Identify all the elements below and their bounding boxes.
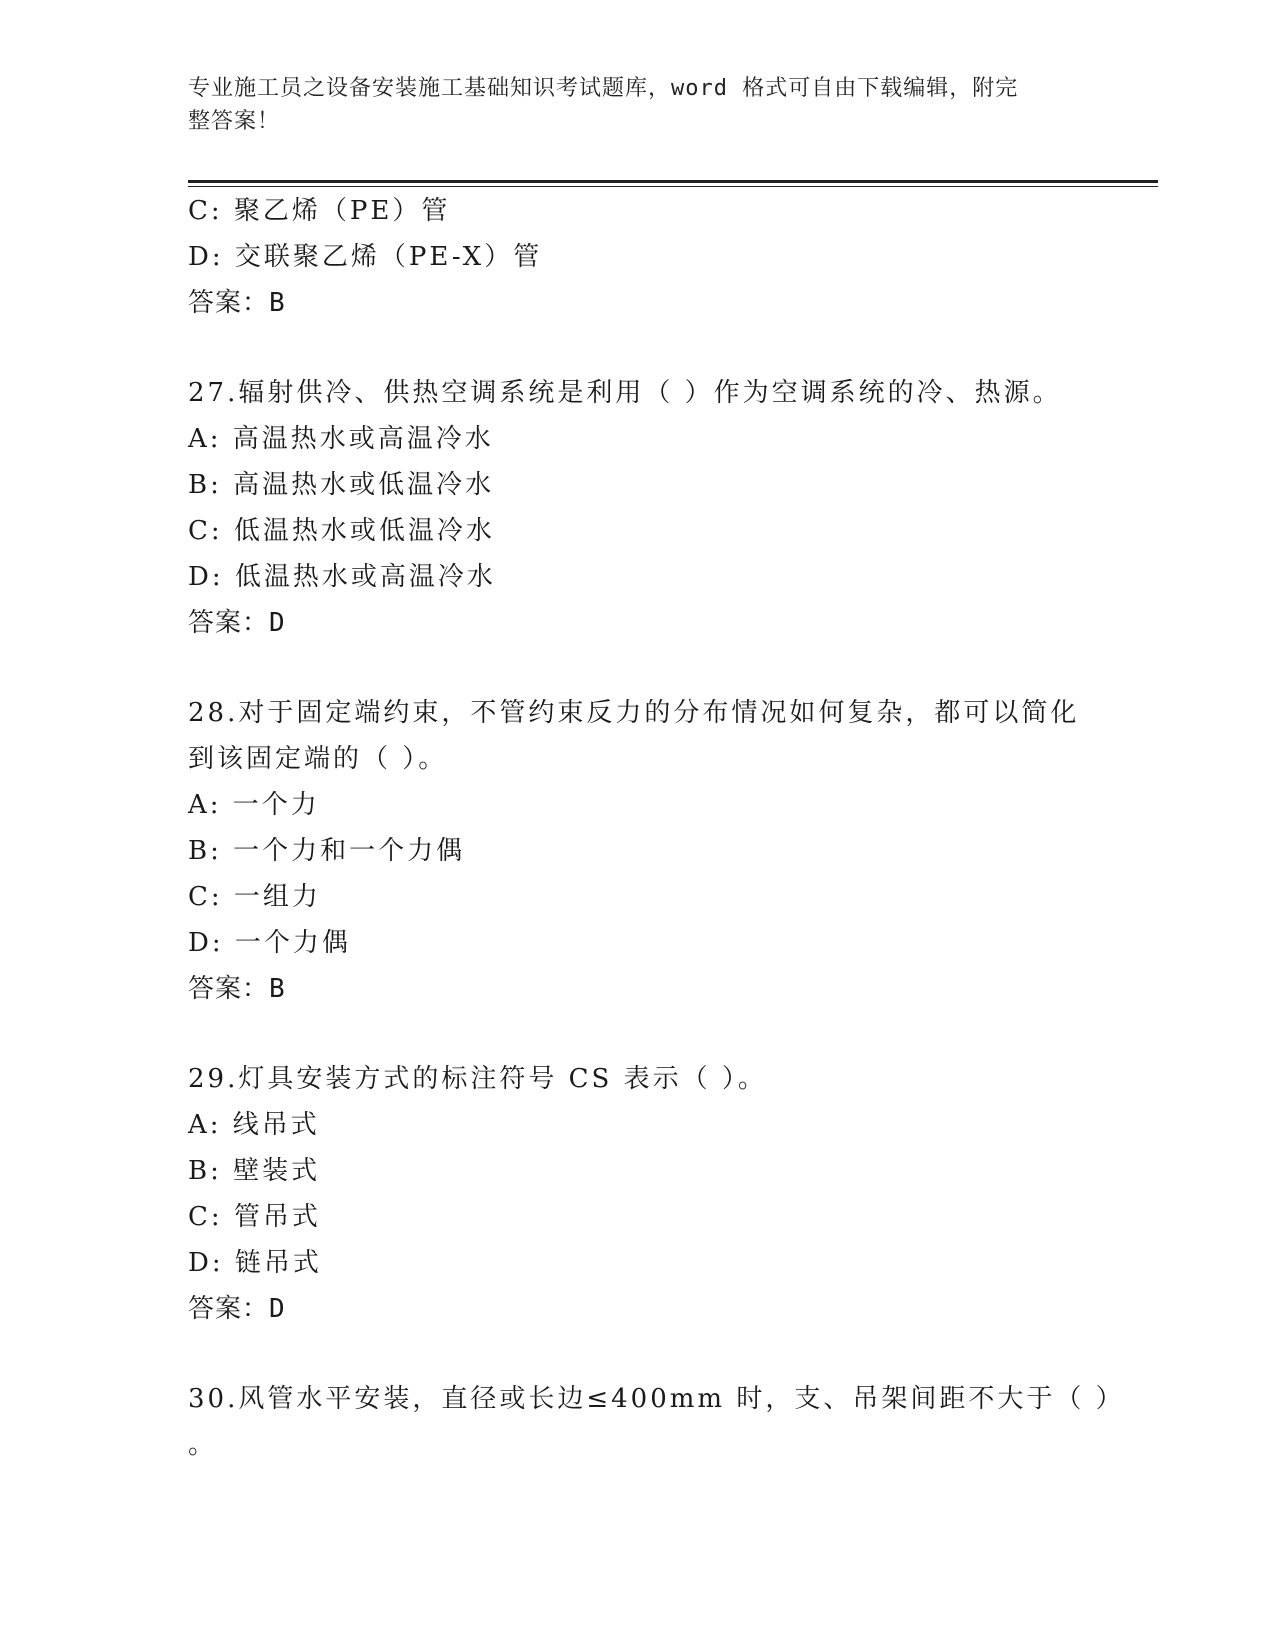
question-stem-line-1: 28.对于固定端约束，不管约束反力的分布情况如何复杂，都可以简化 xyxy=(188,698,1080,728)
question-stem-line-1: 30.风管水平安装，直径或长边≤400mm 时，支、吊架间距不大于（ ） xyxy=(188,1384,1125,1414)
document-header xyxy=(188,72,1068,138)
option-c: C: 聚乙烯（PE）管 xyxy=(188,196,451,226)
question-stem-line-2: 。 xyxy=(188,1430,218,1460)
option-c: C: 低温热水或低温冷水 xyxy=(188,516,495,546)
question-27 xyxy=(188,370,1088,646)
spacer xyxy=(188,646,1088,690)
question-29 xyxy=(188,1056,1088,1332)
question-list xyxy=(188,188,1125,1468)
question-stem: 29.灯具安装方式的标注符号 CS 表示（ ）。 xyxy=(188,1064,767,1094)
option-b: B: 一个力和一个力偶 xyxy=(188,836,466,866)
option-a: A: 线吊式 xyxy=(188,1110,320,1140)
answer: 答案：D xyxy=(188,1294,286,1324)
header-line-2: 整答案！ xyxy=(188,109,281,134)
option-a: A: 高温热水或高温冷水 xyxy=(188,424,494,454)
option-a: A: 一个力 xyxy=(188,790,320,820)
option-d: D: 低温热水或高温冷水 xyxy=(188,562,496,592)
spacer xyxy=(188,1332,1088,1376)
option-b: B: 壁装式 xyxy=(188,1156,321,1186)
question-stem-line-2: 到该固定端的（ ）。 xyxy=(188,744,448,774)
header-rule-thin xyxy=(188,186,1158,187)
question-28 xyxy=(188,690,1088,1012)
spacer xyxy=(188,1012,1088,1056)
option-d: D: 链吊式 xyxy=(188,1248,322,1278)
question-26 xyxy=(188,188,1088,326)
question-stem: 27.辐射供冷、供热空调系统是利用（ ）作为空调系统的冷、热源。 xyxy=(188,378,1062,408)
header-rule-thick xyxy=(188,180,1158,183)
answer: 答案：B xyxy=(188,288,286,318)
spacer xyxy=(188,326,1088,370)
answer: 答案：B xyxy=(188,974,286,1004)
answer: 答案：D xyxy=(188,608,286,638)
option-b: B: 高温热水或低温冷水 xyxy=(188,470,495,500)
option-d: D: 交联聚乙烯（PE-X）管 xyxy=(188,242,543,272)
question-30 xyxy=(188,1376,1125,1468)
option-d: D: 一个力偶 xyxy=(188,928,351,958)
header-line-1: 专业施工员之设备安装施工基础知识考试题库，word 格式可自由下载编辑，附完 xyxy=(188,76,1019,101)
option-c: C: 一组力 xyxy=(188,882,321,912)
option-c: C: 管吊式 xyxy=(188,1202,321,1232)
